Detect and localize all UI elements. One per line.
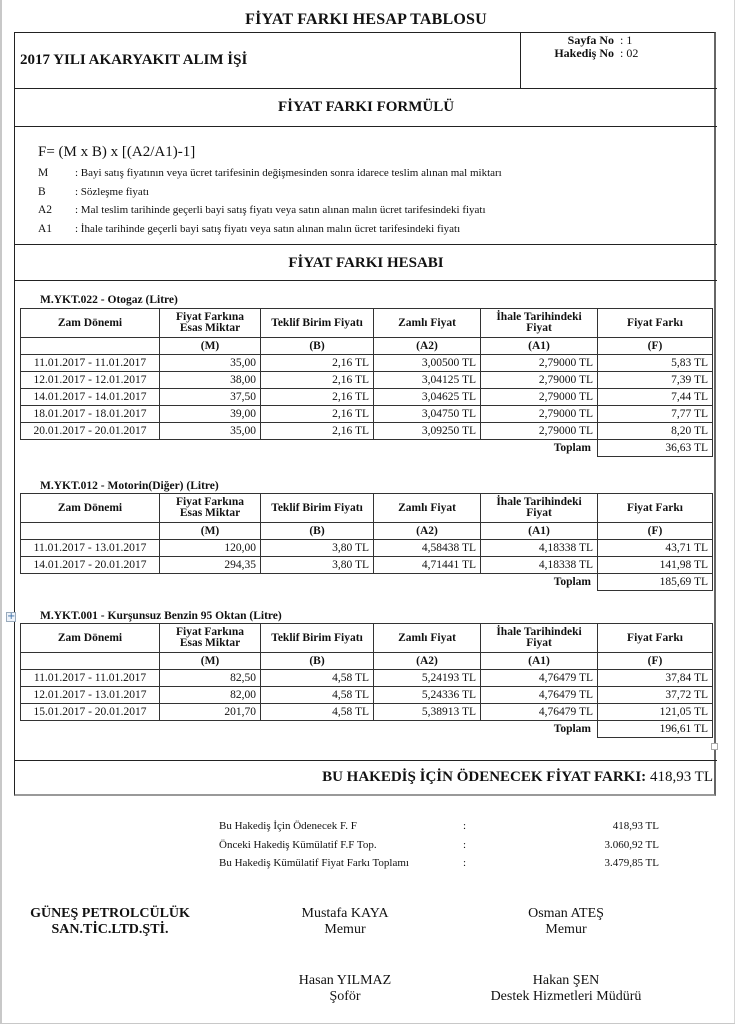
summary-colon: : <box>463 820 467 832</box>
grand-total <box>322 769 713 786</box>
col-header-tender-price <box>481 494 598 523</box>
signature-block <box>466 973 666 1005</box>
signatory-name: Hasan YILMAZ <box>298 973 392 988</box>
blank-cell <box>374 574 481 591</box>
total-row <box>21 574 713 591</box>
cell-quantity: 120,00 <box>160 540 261 557</box>
cell-price-diff: 7,39 TL <box>598 372 713 389</box>
hakedis-number-value: : 02 <box>620 46 639 60</box>
total-row <box>21 721 713 738</box>
col-symbol <box>21 653 160 670</box>
summary-colon: : <box>463 857 467 869</box>
page-left-border <box>0 0 2 1024</box>
col-symbol <box>21 338 160 355</box>
cell-unit-price: 4,58 TL <box>261 704 374 721</box>
col-header-label: İhale Tarihindeki <box>496 626 582 638</box>
cell-price-diff: 7,77 TL <box>598 406 713 423</box>
summary-row <box>219 836 659 855</box>
price-diff-table-otogaz <box>20 308 713 457</box>
price-diff-table-motorin <box>20 493 713 591</box>
blank-cell <box>261 574 374 591</box>
cell-tender-price: 4,76479 TL <box>481 670 598 687</box>
cell-tender-price: 2,79000 TL <box>481 406 598 423</box>
divider-line <box>14 88 717 89</box>
signatory-role: Destek Hizmetleri Müdürü <box>490 989 642 1004</box>
legend-item <box>38 183 502 202</box>
col-symbol: (A1) <box>481 653 598 670</box>
page-number-label: Sayfa No <box>567 33 614 47</box>
table-row <box>21 557 713 574</box>
grand-total-label: BU HAKEDİŞ İÇİN ÖDENECEK FİYAT FARKI: <box>322 769 647 785</box>
table-resize-handle[interactable] <box>711 743 718 750</box>
cell-raised-price: 3,09250 TL <box>374 423 481 440</box>
cell-quantity: 35,00 <box>160 355 261 372</box>
cell-raised-price: 3,04125 TL <box>374 372 481 389</box>
total-label: Toplam <box>553 442 591 455</box>
col-header-period <box>21 494 160 523</box>
formula-legend <box>38 164 502 238</box>
cell-period: 14.01.2017 - 14.01.2017 <box>21 389 160 406</box>
signature-block <box>486 906 646 938</box>
cell-unit-price: 2,16 TL <box>261 423 374 440</box>
col-header-label: Teklif Birim Fiyatı <box>271 631 363 644</box>
cell-price-diff: 121,05 TL <box>598 704 713 721</box>
col-header-quantity <box>160 494 261 523</box>
price-diff-table-benzin <box>20 623 713 738</box>
col-header-quantity <box>160 309 261 338</box>
summary-row <box>219 854 659 873</box>
summary-row <box>219 817 659 836</box>
page-number-value: : 1 <box>620 33 633 47</box>
cumulative-summary <box>219 817 659 873</box>
cell-price-diff: 7,44 TL <box>598 389 713 406</box>
cell-quantity: 37,50 <box>160 389 261 406</box>
table-row <box>21 540 713 557</box>
col-header-unit-price <box>261 309 374 338</box>
col-header-unit-price <box>261 494 374 523</box>
table-row <box>21 406 713 423</box>
total-value: 185,69 TL <box>598 574 713 591</box>
col-header-label: Fiyat Farkı <box>627 631 683 644</box>
legend-symbol: B <box>38 185 46 198</box>
legend-symbol: M <box>38 167 49 179</box>
col-symbol: (B) <box>261 653 374 670</box>
col-header-label: Fiyat <box>526 322 552 334</box>
cell-tender-price: 2,79000 TL <box>481 372 598 389</box>
grand-total-value: 418,93 TL <box>649 769 713 785</box>
col-header-label: Zam Dönemi <box>57 501 123 514</box>
total-value: 36,63 TL <box>598 440 713 457</box>
blank-cell <box>160 574 261 591</box>
table-row <box>21 372 713 389</box>
cell-raised-price: 3,00500 TL <box>374 355 481 372</box>
item-title-otogaz: M.YKT.022 - Otogaz (Litre) <box>40 294 178 306</box>
col-header-label: Fiyat <box>526 637 552 649</box>
page-info <box>530 34 660 60</box>
signatory-role: Şoför <box>329 989 361 1004</box>
cell-tender-price: 2,79000 TL <box>481 389 598 406</box>
signatory-name: Mustafa KAYA <box>301 906 389 921</box>
blank-cell <box>374 440 481 457</box>
summary-label: Bu Hakediş İçin Ödenecek F. F <box>219 820 357 832</box>
cell-price-diff: 37,72 TL <box>598 687 713 704</box>
legend-item <box>38 201 502 220</box>
cell-period: 11.01.2017 - 11.01.2017 <box>21 355 160 372</box>
table-row <box>21 389 713 406</box>
formula: F= (M x B) x [(A2/A1)-1] <box>38 144 196 160</box>
cell-period: 11.01.2017 - 13.01.2017 <box>21 540 160 557</box>
col-header-label: Esas Miktar <box>179 637 241 649</box>
cell-tender-price: 4,18338 TL <box>481 540 598 557</box>
legend-text: : Bayi satış fiyatının veya ücret tarifesinin değişmesinden sonra idarece teslim alınan mal miktarı <box>75 167 502 179</box>
col-header-quantity <box>160 624 261 653</box>
col-header-period <box>21 624 160 653</box>
col-symbol: (F) <box>598 523 713 540</box>
col-header-label: Zamlı Fiyat <box>398 501 456 514</box>
table-row <box>21 687 713 704</box>
cell-raised-price: 5,38913 TL <box>374 704 481 721</box>
cell-quantity: 35,00 <box>160 423 261 440</box>
col-header-raised-price <box>374 309 481 338</box>
col-symbol: (B) <box>261 523 374 540</box>
cell-raised-price: 4,71441 TL <box>374 557 481 574</box>
cell-unit-price: 3,80 TL <box>261 540 374 557</box>
legend-symbol: A2 <box>38 204 53 216</box>
cell-raised-price: 5,24193 TL <box>374 670 481 687</box>
blank-cell <box>261 721 374 738</box>
cell-unit-price: 2,16 TL <box>261 372 374 389</box>
legend-symbol: A1 <box>38 222 53 235</box>
cell-tender-price: 4,76479 TL <box>481 687 598 704</box>
col-symbol: (M) <box>160 523 261 540</box>
cell-raised-price: 3,04750 TL <box>374 406 481 423</box>
signature-company <box>14 906 206 938</box>
table-row <box>21 704 713 721</box>
cell-tender-price: 4,76479 TL <box>481 704 598 721</box>
divider-line <box>14 126 717 127</box>
cell-price-diff: 8,20 TL <box>598 423 713 440</box>
company-name-line2: SAN.TİC.LTD.ŞTİ. <box>51 922 169 937</box>
legend-item <box>38 164 502 183</box>
col-header-price-diff <box>598 624 713 653</box>
cell-period: 11.01.2017 - 11.01.2017 <box>21 670 160 687</box>
total-label: Toplam <box>553 576 591 589</box>
col-symbol: (M) <box>160 338 261 355</box>
col-header-label: Zamlı Fiyat <box>398 316 456 329</box>
calc-section-title: FİYAT FARKI HESABI <box>288 255 444 271</box>
col-header-label: İhale Tarihindeki <box>496 496 582 508</box>
formula-section-title: FİYAT FARKI FORMÜLÜ <box>277 99 455 115</box>
col-symbol: (F) <box>598 338 713 355</box>
cell-period: 20.01.2017 - 20.01.2017 <box>21 423 160 440</box>
legend-text: : İhale tarihinde geçerli bayi satış fiyatı veya satın alınan malın ücret tarifesindeki fiyatı <box>75 222 461 235</box>
blank-cell <box>160 440 261 457</box>
col-symbol: (A2) <box>374 653 481 670</box>
cell-period: 12.01.2017 - 12.01.2017 <box>21 372 160 389</box>
cell-tender-price: 2,79000 TL <box>481 423 598 440</box>
col-header-label: Esas Miktar <box>179 322 241 334</box>
col-header-label: İhale Tarihindeki <box>496 311 582 323</box>
legend-text: : Mal teslim tarihinde geçerli bayi satış fiyatı veya satın alınan malın ücret tarifesindeki fiyatı <box>75 204 486 216</box>
legend-text: : Sözleşme fiyatı <box>75 185 149 198</box>
col-symbol: (A1) <box>481 338 598 355</box>
cell-unit-price: 4,58 TL <box>261 687 374 704</box>
cell-price-diff: 5,83 TL <box>598 355 713 372</box>
summary-label: Bu Hakediş Kümülatif Fiyat Farkı Toplamı <box>219 857 409 869</box>
col-symbol: (A2) <box>374 523 481 540</box>
cell-raised-price: 4,58438 TL <box>374 540 481 557</box>
col-symbol: (A2) <box>374 338 481 355</box>
cell-unit-price: 4,58 TL <box>261 670 374 687</box>
legend-item <box>38 220 502 239</box>
document-title: FİYAT FARKI HESAP TABLOSU <box>245 11 487 28</box>
col-header-label: Zamlı Fiyat <box>398 631 456 644</box>
company-name-line1: GÜNEŞ PETROLCÜLÜK <box>30 906 190 921</box>
cell-period: 14.01.2017 - 20.01.2017 <box>21 557 160 574</box>
summary-value: 3.479,85 TL <box>604 857 659 869</box>
col-header-tender-price <box>481 309 598 338</box>
col-header-label: Teklif Birim Fiyatı <box>271 316 363 329</box>
summary-colon: : <box>463 838 467 851</box>
hakedis-number-label: Hakediş No <box>554 46 614 60</box>
col-symbol: (A1) <box>481 523 598 540</box>
table-row <box>21 670 713 687</box>
col-header-label: Zam Dönemi <box>57 316 123 329</box>
summary-value: 418,93 TL <box>612 820 659 832</box>
signature-block <box>265 973 425 1005</box>
col-header-label: Fiyat Farkına <box>175 311 245 323</box>
cell-period: 15.01.2017 - 20.01.2017 <box>21 704 160 721</box>
col-header-label: Fiyat Farkı <box>627 501 683 514</box>
blank-cell <box>261 440 374 457</box>
col-symbol: (F) <box>598 653 713 670</box>
col-header-raised-price <box>374 624 481 653</box>
header-divider <box>520 32 521 89</box>
col-symbol: (B) <box>261 338 374 355</box>
col-header-label: Esas Miktar <box>179 507 241 519</box>
cell-period: 18.01.2017 - 18.01.2017 <box>21 406 160 423</box>
signatory-role: Memur <box>324 922 366 937</box>
cell-price-diff: 37,84 TL <box>598 670 713 687</box>
total-value: 196,61 TL <box>598 721 713 738</box>
cell-unit-price: 2,16 TL <box>261 406 374 423</box>
item-title-benzin: M.YKT.001 - Kurşunsuz Benzin 95 Oktan (Litre) <box>40 610 282 622</box>
cell-quantity: 82,00 <box>160 687 261 704</box>
col-header-label: Fiyat Farkı <box>627 316 683 329</box>
cell-tender-price: 2,79000 TL <box>481 355 598 372</box>
cell-quantity: 38,00 <box>160 372 261 389</box>
col-header-period <box>21 309 160 338</box>
col-header-price-diff <box>598 494 713 523</box>
signatory-name: Hakan ŞEN <box>532 973 600 988</box>
signature-block <box>265 906 425 938</box>
cell-price-diff: 43,71 TL <box>598 540 713 557</box>
item-title-motorin: M.YKT.012 - Motorin(Diğer) (Litre) <box>40 480 219 492</box>
blank-cell <box>21 574 160 591</box>
cell-quantity: 294,35 <box>160 557 261 574</box>
signatory-role: Memur <box>545 922 587 937</box>
total-label: Toplam <box>553 723 591 736</box>
summary-label: Önceki Hakediş Kümülatif F.F Top. <box>219 838 377 851</box>
col-header-unit-price <box>261 624 374 653</box>
project-title: 2017 YILI AKARYAKIT ALIM İŞİ <box>20 52 248 68</box>
col-header-label: Fiyat <box>526 507 552 519</box>
col-header-price-diff <box>598 309 713 338</box>
cell-quantity: 39,00 <box>160 406 261 423</box>
total-row <box>21 440 713 457</box>
divider-line <box>14 244 717 245</box>
col-header-label: Teklif Birim Fiyatı <box>271 501 363 514</box>
col-header-label: Zam Dönemi <box>57 631 123 644</box>
divider-line <box>14 760 717 761</box>
col-header-raised-price <box>374 494 481 523</box>
blank-cell <box>21 721 160 738</box>
hakedis-number-row <box>530 47 660 60</box>
cell-period: 12.01.2017 - 13.01.2017 <box>21 687 160 704</box>
table-row <box>21 355 713 372</box>
blank-cell <box>160 721 261 738</box>
signatory-name: Osman ATEŞ <box>528 906 604 921</box>
col-header-tender-price <box>481 624 598 653</box>
col-header-label: Fiyat Farkına <box>175 496 245 508</box>
cell-tender-price: 4,18338 TL <box>481 557 598 574</box>
cell-raised-price: 3,04625 TL <box>374 389 481 406</box>
col-symbol <box>21 523 160 540</box>
col-header-label: Fiyat Farkına <box>175 626 245 638</box>
table-move-handle-icon[interactable]: + <box>7 611 16 622</box>
divider-line <box>14 280 717 281</box>
cell-quantity: 201,70 <box>160 704 261 721</box>
cell-unit-price: 3,80 TL <box>261 557 374 574</box>
blank-cell <box>21 440 160 457</box>
cell-price-diff: 141,98 TL <box>598 557 713 574</box>
cell-quantity: 82,50 <box>160 670 261 687</box>
cell-unit-price: 2,16 TL <box>261 389 374 406</box>
blank-cell <box>374 721 481 738</box>
col-symbol: (M) <box>160 653 261 670</box>
summary-value: 3.060,92 TL <box>604 838 659 851</box>
cell-raised-price: 5,24336 TL <box>374 687 481 704</box>
cell-unit-price: 2,16 TL <box>261 355 374 372</box>
table-row <box>21 423 713 440</box>
